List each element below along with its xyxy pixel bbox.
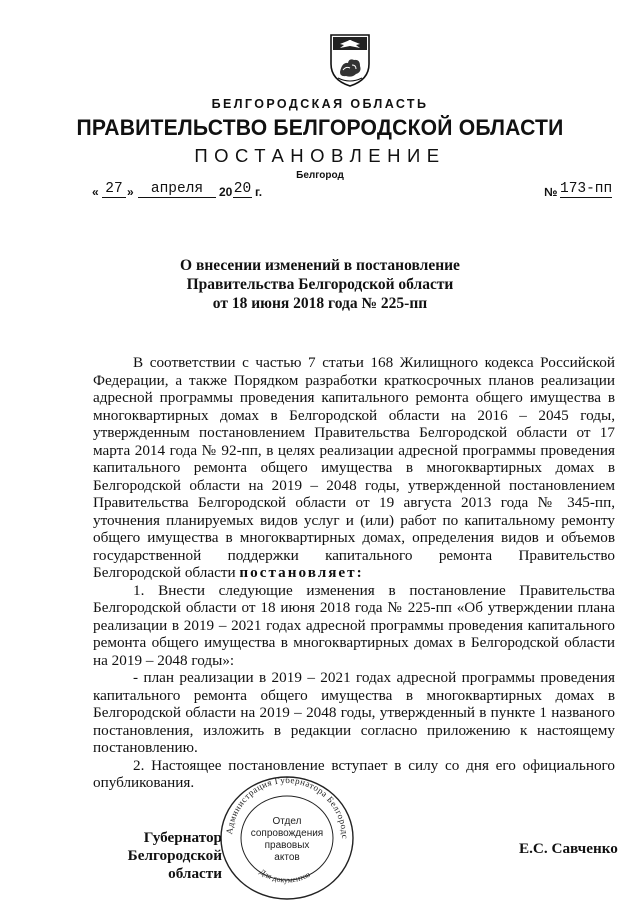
official-stamp	[218, 774, 356, 902]
document-number: 173-пп	[560, 181, 613, 197]
date-month: апреля	[138, 181, 216, 198]
document-body	[93, 354, 615, 792]
title-line-3: от 18 июня 2018 года № 225-пп	[212, 295, 428, 312]
document-title	[0, 256, 640, 313]
item-1-paragraph: 1. Внести следующие изменения в постановление Правительства Белгородской области от 18 июня 2018 года № 225-пп «Об утверждении плана реализации в 2019 – 2021 годах адресной программы проведения капитального ремонта общего имущества в многоквартирных домах в Белгородской области на 2019 – 2048 годы»:	[93, 581, 615, 669]
signatory-position	[92, 829, 222, 883]
coat-of-arms-emblem	[328, 32, 372, 88]
item-2-paragraph: 2. Настоящее постановление вступает в силу со дня его официального опубликования.	[93, 756, 615, 791]
title-line-2: Правительства Белгородской области	[186, 276, 454, 293]
decree-word: постановляет:	[239, 564, 364, 581]
svg-text:Для документов	[258, 867, 312, 884]
stamp-ring-text: Администрация Губернатора Белгородс	[224, 774, 351, 840]
date-day: 27	[102, 181, 126, 198]
preamble-text: В соответствии с частью 7 статьи 168 Жилищного кодекса Российской Федерации, а также Порядком разработки краткосрочных планов реализации адресной программы проведения капитального ремонта общего имущества в многоквартирных домах в Белгородской области на 2016 – 2045 годы, утвержденным постановлением Правительства Белгородской области от 17 марта 2014 года № 92-пп, в целях реализации адресной программы проведения капитального ремонта общего имущества в многоквартирных домах в Белгородской области на 2019 – 2048 годы, утвержденной постановлением Правительства Белгородской области от 19 августа 2013 года № 345-пп, уточнения планируемых видов услуг и (или) работ по капитальному ремонту общего имущества в многоквартирных домах, определения видов и объемов государственной поддержки капитального ремонта Правительство Белгородской области	[93, 354, 615, 581]
position-line-1: Губернатор	[143, 829, 222, 846]
stamp-center-line-1: Отдел	[272, 816, 302, 827]
open-quote: «	[92, 185, 99, 199]
close-quote: »	[127, 185, 134, 199]
preamble-paragraph	[93, 354, 615, 582]
signatory-name: Е.С. Савченко	[519, 840, 618, 857]
number-label: №	[544, 185, 558, 199]
item-1-sub-paragraph: - план реализации в 2019 – 2021 годах адресной программы проведения капитального ремонта общего имущества в многоквартирных домах в Белгородской области на 2019 – 2048 годы, утвержденный в пункте 1 названого постановления, изложить в редакции согласно приложению к настоящему постановлению.	[93, 669, 615, 756]
year-suffix: 20	[233, 181, 252, 197]
title-line-1: О внесении изменений в постановление	[180, 257, 460, 274]
government-title: ПРАВИТЕЛЬСТВО БЕЛГОРОДСКОЙ ОБЛАСТИ	[76, 115, 564, 140]
stamp-bottom-text: Для документов	[257, 867, 312, 885]
stamp-center-line-3: правовых	[264, 840, 310, 851]
year-prefix: 20	[219, 185, 233, 199]
city-name: Белгород	[296, 170, 344, 181]
position-line-2: Белгородской области	[127, 847, 222, 882]
region-name: БЕЛГОРОДСКАЯ ОБЛАСТЬ	[211, 97, 429, 111]
document-type: ПОСТАНОВЛЕНИЕ	[194, 145, 446, 166]
year-unit: г.	[255, 185, 263, 199]
date-line	[0, 181, 640, 201]
stamp-center-line-4: актов	[274, 852, 300, 863]
stamp-center-line-2: сопровождения	[250, 828, 324, 839]
